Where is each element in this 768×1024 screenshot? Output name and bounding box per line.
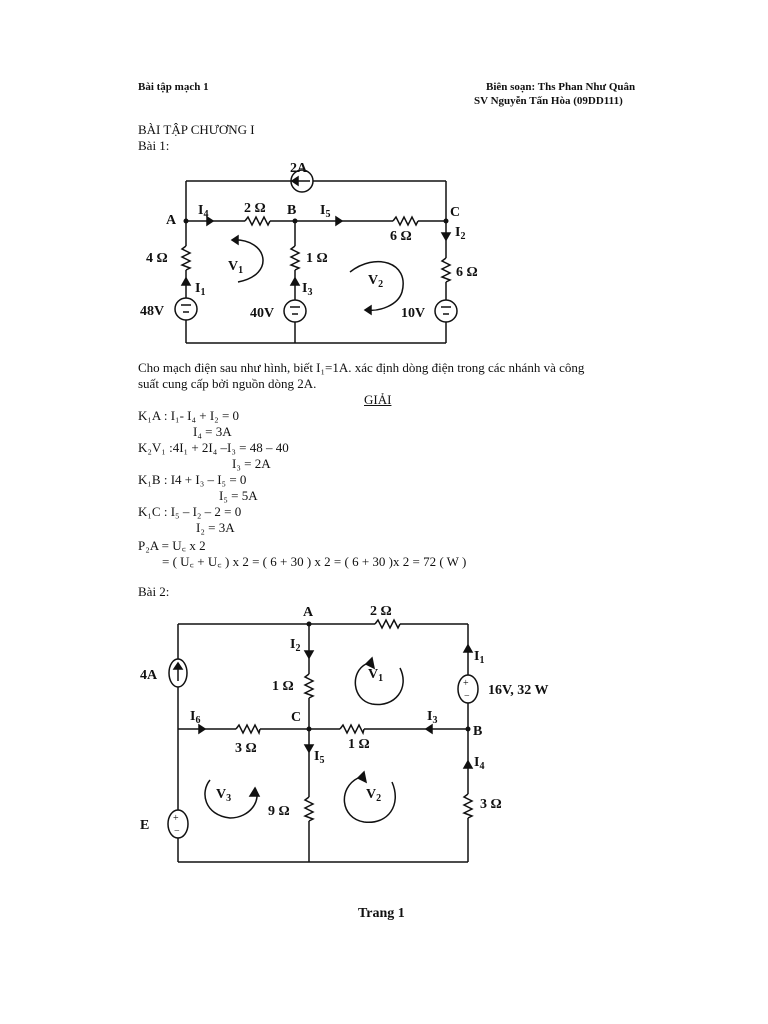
v3-arrowhead xyxy=(250,788,259,796)
bai1-title: Bài 1: xyxy=(138,138,170,153)
label-r-3ohm-right: 3 Ω xyxy=(480,797,502,812)
i3-arrow xyxy=(291,278,299,285)
solution-line-6: I₅ = 5A xyxy=(219,488,258,503)
loop-v1-arrow-2 xyxy=(355,664,403,705)
label-40v: 40V xyxy=(250,306,275,321)
svg-text:−: − xyxy=(174,826,180,837)
label-v2-2: $V_2$ xyxy=(366,787,382,804)
resistor-2ohm xyxy=(245,217,270,225)
label-10v: 10V xyxy=(401,306,426,321)
solution-line-1: K₁A : I₁- I₄ + I₂ = 0 xyxy=(138,408,240,423)
label-r-9ohm: 9 Ω xyxy=(268,804,290,819)
i4-arrow-2 xyxy=(464,761,472,768)
header-left: Bài tập mạch 1 xyxy=(138,81,209,93)
label-i2-2: $I_2$ xyxy=(290,637,301,654)
resistor-6ohm-right xyxy=(442,258,450,282)
label-16v-32w: 16V, 32 W xyxy=(488,683,549,698)
resistor-1ohm xyxy=(291,246,299,270)
label-r-1ohm-cb: 1 Ω xyxy=(348,737,370,752)
label-r-4ohm: 4 Ω xyxy=(146,251,168,266)
i6-arrow xyxy=(199,725,205,733)
label-r-1ohm: 1 Ω xyxy=(306,251,328,266)
i3-arrow-2 xyxy=(426,725,432,733)
i1-arrow-2 xyxy=(464,645,472,652)
resistor-1ohm-ac xyxy=(305,674,313,698)
label-r-2ohm: 2 Ω xyxy=(244,201,266,216)
voltage-source-10v xyxy=(435,300,457,322)
svg-text:+: + xyxy=(463,678,469,689)
i2-arrow-2 xyxy=(305,651,313,658)
node-b-label: B xyxy=(287,203,297,218)
node-a-label: A xyxy=(166,213,177,228)
label-48v: 48V xyxy=(140,304,165,319)
i1-arrow xyxy=(182,278,190,285)
solution-line-9: P₂A = U꜀ x 2 xyxy=(138,538,206,553)
label-v1: $V_1$ xyxy=(228,259,244,276)
resistor-4ohm xyxy=(182,246,190,270)
node-c-label: C xyxy=(450,205,461,220)
resistor-1ohm-cb xyxy=(340,725,364,733)
label-i3: $I_3$ xyxy=(302,281,313,298)
v2-arrowhead xyxy=(365,306,371,314)
svg-text:−: − xyxy=(464,691,470,702)
label-i2: $I_2$ xyxy=(455,225,466,242)
solution-line-7: K₁C : I₅ – I₂ – 2 = 0 xyxy=(138,504,242,519)
resistor-9ohm xyxy=(305,797,313,821)
voltage-source-40v xyxy=(284,300,306,322)
solution-title: GIẢI xyxy=(364,392,392,407)
solution-line-4: I₃ = 2A xyxy=(232,456,271,471)
node-a2-label: A xyxy=(303,605,314,620)
label-i4: $I_4$ xyxy=(198,203,209,220)
resistor-6ohm-top xyxy=(393,217,418,225)
node-c2-label: C xyxy=(291,710,302,725)
solution-line-5: K₁B : I4 + I₃ – I₅ = 0 xyxy=(138,472,247,487)
resistor-2ohm-top xyxy=(375,620,400,628)
label-i3-2: $I_3$ xyxy=(427,709,438,726)
label-i1: $I_1$ xyxy=(195,281,206,298)
voltage-source-48v xyxy=(175,298,197,320)
i5-arrow xyxy=(336,217,342,225)
label-v1-2: $V_1$ xyxy=(368,667,384,684)
label-e: E xyxy=(140,818,150,833)
label-i5: $I_5$ xyxy=(320,203,331,220)
bai2-title: Bài 2: xyxy=(138,584,170,599)
resistor-3ohm-left xyxy=(236,725,260,733)
label-i6: $I_6$ xyxy=(190,709,201,726)
label-i4-2: $I_4$ xyxy=(474,755,485,772)
label-2a-source: 2A xyxy=(290,161,308,176)
circuit-2-wires xyxy=(168,620,478,862)
label-r-1ohm-ac: 1 Ω xyxy=(272,679,294,694)
i5-arrow-2 xyxy=(305,745,313,752)
header-right-line2: SV Nguyễn Tấn Hòa (09DD111) xyxy=(474,95,623,107)
label-r-6ohm-top: 6 Ω xyxy=(390,229,412,244)
label-i1-2: $I_1$ xyxy=(474,649,485,666)
solution-line-10: = ( U꜀ + U꜀ ) x 2 = ( 6 + 30 ) x 2 = ( 6 + 30 )x 2 = 72 ( W ) xyxy=(162,554,467,569)
problem-line-1: Cho mạch điện sau như hình, biết I₁=1A. xác định dòng điện trong các nhánh và công xyxy=(138,360,585,375)
v1-arrowhead xyxy=(232,236,238,244)
label-i5-2: $I_5$ xyxy=(314,749,325,766)
node-b2-label: B xyxy=(473,724,483,739)
page-footer: Trang 1 xyxy=(358,906,405,921)
label-v2: $V_2$ xyxy=(368,273,384,290)
v2-arrowhead-2 xyxy=(358,772,366,782)
header-right-line1: Biên soạn: Ths Phan Như Quân xyxy=(486,81,636,93)
label-r-6ohm-right: 6 Ω xyxy=(456,265,478,280)
i2-arrow xyxy=(442,233,450,240)
label-r-3ohm-left: 3 Ω xyxy=(235,741,257,756)
label-4a: 4A xyxy=(140,668,158,683)
chapter-title: BÀI TẬP CHƯƠNG I xyxy=(138,122,255,137)
label-r-2ohm-top: 2 Ω xyxy=(370,604,392,619)
resistor-3ohm-right xyxy=(464,794,472,818)
problem-line-2: suất cung cấp bởi nguồn dòng 2A. xyxy=(138,376,317,391)
label-v3: $V_3$ xyxy=(216,787,232,804)
solution-line-2: I₄ = 3A xyxy=(193,424,232,439)
solution-line-3: K₂V₁ :4I₁ + 2I₄ –I₃ = 48 – 40 xyxy=(138,440,289,455)
svg-text:+: + xyxy=(173,813,179,824)
solution-line-8: I₂ = 3A xyxy=(196,520,235,535)
